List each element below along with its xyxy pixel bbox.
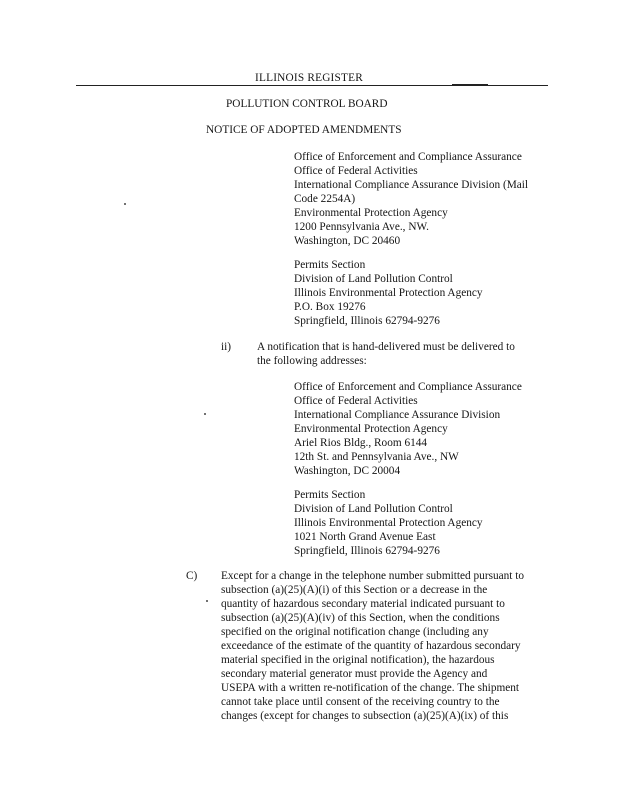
paragraph-line: subsection (a)(25)(A)(iv) of this Section, when the conditions	[221, 612, 500, 624]
address-line: Office of Federal Activities	[294, 395, 418, 407]
hand-address-illinois	[294, 488, 483, 558]
paragraph-line: cannot take place until consent of the receiving country to the	[221, 696, 500, 708]
paragraph-line: specified on the original notification change (including any	[221, 626, 489, 638]
paragraph-line: material specified in the original notification), the hazardous	[221, 654, 495, 666]
paragraph-line: A notification that is hand-delivered must be delivered to	[257, 341, 515, 353]
scan-speck	[124, 203, 126, 205]
mail-address-usepa	[294, 150, 528, 248]
address-line: Division of Land Pollution Control	[294, 503, 453, 515]
board-title: POLLUTION CONTROL BOARD	[226, 98, 388, 110]
address-line: Illinois Environmental Protection Agency	[294, 287, 483, 299]
item-c-paragraph	[221, 569, 524, 723]
mail-address-illinois	[294, 258, 483, 328]
address-line: Environmental Protection Agency	[294, 207, 448, 219]
address-line: Illinois Environmental Protection Agency	[294, 517, 483, 529]
paragraph-line: quantity of hazardous secondary material indicated pursuant to	[221, 598, 505, 610]
paragraph-line: secondary material generator must provide the Agency and	[221, 668, 488, 680]
paragraph-line: Except for a change in the telephone number submitted pursuant to	[221, 570, 525, 582]
address-line: 1021 North Grand Avenue East	[294, 531, 436, 543]
address-line: Code 2254A)	[294, 193, 356, 205]
header-rule-mark	[452, 84, 488, 86]
address-line: Springfield, Illinois 62794-9276	[294, 545, 440, 557]
hand-address-usepa	[294, 380, 522, 478]
address-line: Washington, DC 20004	[294, 465, 401, 477]
address-line: Office of Enforcement and Compliance Assurance	[294, 151, 522, 163]
address-line: 12th St. and Pennsylvania Ave., NW	[294, 451, 459, 463]
address-line: 1200 Pennsylvania Ave., NW.	[294, 221, 429, 233]
address-line: Division of Land Pollution Control	[294, 273, 453, 285]
notice-title: NOTICE OF ADOPTED AMENDMENTS	[206, 124, 402, 136]
address-line: Office of Federal Activities	[294, 165, 418, 177]
address-line: International Compliance Assurance Division (Mail	[294, 179, 529, 191]
address-line: Office of Enforcement and Compliance Assurance	[294, 381, 522, 393]
scan-speck	[206, 600, 208, 602]
address-line: Washington, DC 20460	[294, 235, 401, 247]
paragraph-line: exceedance of the estimate of the quantity of hazardous secondary	[221, 640, 521, 652]
address-line: Environmental Protection Agency	[294, 423, 448, 435]
paragraph-line: the following addresses:	[257, 355, 367, 367]
scan-speck	[204, 413, 206, 415]
item-ii-paragraph	[257, 340, 515, 368]
paragraph-line: USEPA with a written re-notification of the change. The shipment	[221, 682, 520, 694]
address-line: P.O. Box 19276	[294, 301, 366, 313]
paragraph-line: subsection (a)(25)(A)(i) of this Section or a decrease in the	[221, 584, 488, 596]
item-ii-marker: ii)	[221, 341, 232, 353]
register-header: ILLINOIS REGISTER	[255, 72, 363, 84]
paragraph-line: changes (except for changes to subsection (a)(25)(A)(ix) of this	[221, 710, 509, 722]
address-line: Permits Section	[294, 259, 366, 271]
address-line: Permits Section	[294, 489, 366, 501]
address-line: Springfield, Illinois 62794-9276	[294, 315, 440, 327]
address-line: Ariel Rios Bldg., Room 6144	[294, 437, 428, 449]
address-line: International Compliance Assurance Division	[294, 409, 501, 421]
item-c-marker: C)	[186, 570, 198, 582]
